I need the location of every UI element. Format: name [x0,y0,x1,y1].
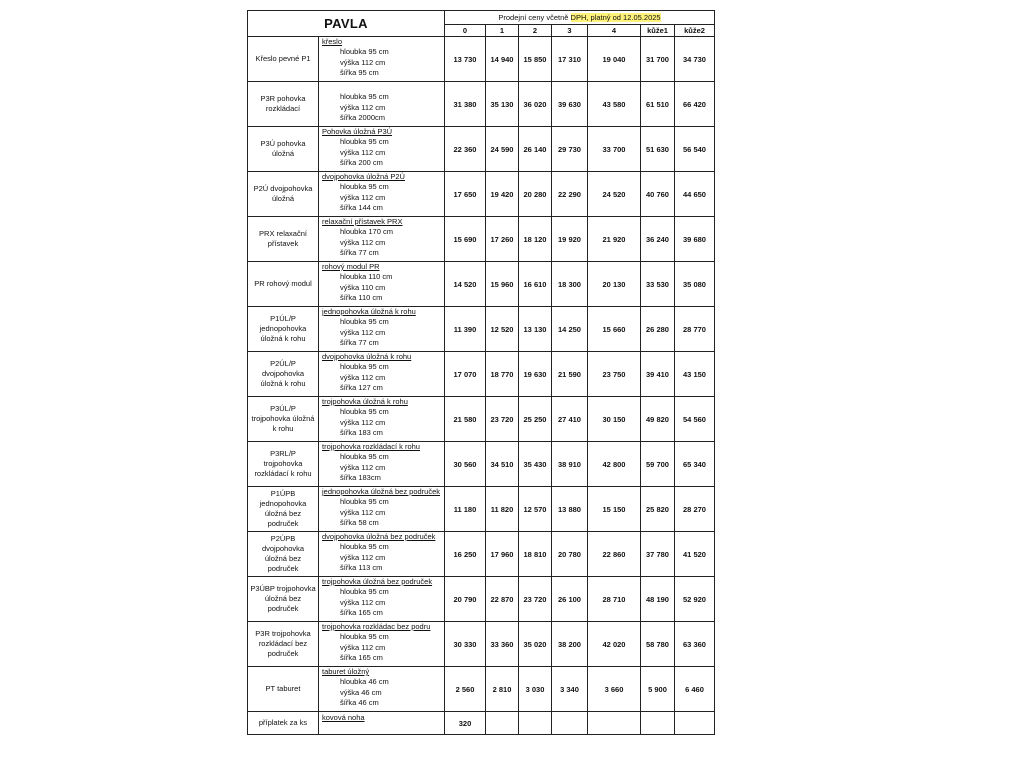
price-cell: 56 540 [675,127,715,172]
price-cell: 13 130 [519,307,552,352]
product-dimension: šířka 58 cm [340,518,379,527]
price-cell: 18 120 [519,217,552,262]
price-cell: 40 760 [641,172,675,217]
price-cell: 12 570 [519,487,552,532]
product-description [319,487,445,532]
product-description-title: relaxační přístavek PRX [322,217,403,226]
product-row [248,82,715,127]
price-header [445,11,715,25]
price-cell: 36 240 [641,217,675,262]
product-dimension: hloubka 110 cm [340,272,393,281]
product-dimension: hloubka 95 cm [340,92,389,101]
price-cell: 21 590 [552,352,588,397]
column-header: 4 [588,25,641,37]
price-cell: 21 920 [588,217,641,262]
product-dimension: výška 112 cm [340,192,386,202]
price-cell: 20 130 [588,262,641,307]
product-dimension: šířka 2000cm [340,113,386,122]
product-row [248,622,715,667]
product-description-title: dvojpohovka úložná bez područek [322,532,436,541]
product-description [319,262,445,307]
price-cell: 28 270 [675,487,715,532]
price-header-highlight: DPH, platný od 12.05.2025 [570,13,661,22]
product-description-title: jednopohovka úložná k rohu [322,307,416,316]
price-cell: 30 560 [445,442,486,487]
product-description [319,532,445,577]
product-dimension: šířka 113 cm [340,563,383,572]
product-description [319,622,445,667]
price-cell: 25 250 [519,397,552,442]
product-dimension: výška 112 cm [340,237,386,247]
column-header: 1 [486,25,519,37]
price-cell: 3 340 [552,667,588,712]
product-model: P3RL/P trojpohovka rozkládací k rohu [248,442,319,487]
product-dimension: hloubka 95 cm [340,137,389,146]
price-cell: 18 770 [486,352,519,397]
price-cell: 20 280 [519,172,552,217]
price-cell: 22 290 [552,172,588,217]
product-description [319,307,445,352]
price-cell: 5 900 [641,667,675,712]
product-dimension: výška 112 cm [340,147,386,157]
product-model: P3ÚBP trojpohovka úložná bez područek [248,577,319,622]
column-header: kůže2 [675,25,715,37]
product-description [319,82,445,127]
surcharge-description-title: kovová noha [322,713,365,722]
price-cell: 65 340 [675,442,715,487]
product-description-title: dvojpohovka úložná k rohu [322,352,412,361]
price-cell [675,712,715,735]
product-row [248,172,715,217]
product-dimension: výška 112 cm [340,57,386,67]
price-cell: 16 610 [519,262,552,307]
product-dimension: hloubka 170 cm [340,227,393,236]
product-model: P3R trojpohovka rozkládací bez područek [248,622,319,667]
price-cell: 63 360 [675,622,715,667]
price-cell: 25 820 [641,487,675,532]
price-cell: 28 770 [675,307,715,352]
product-row [248,397,715,442]
product-row [248,307,715,352]
price-cell: 66 420 [675,82,715,127]
product-description [319,667,445,712]
price-cell: 14 940 [486,37,519,82]
product-row [248,262,715,307]
price-cell: 15 660 [588,307,641,352]
price-cell: 26 140 [519,127,552,172]
product-dimension: hloubka 95 cm [340,587,389,596]
price-cell: 48 190 [641,577,675,622]
document-title: PAVLA [248,11,445,37]
price-cell: 23 750 [588,352,641,397]
price-cell: 39 680 [675,217,715,262]
price-cell: 12 520 [486,307,519,352]
price-cell: 3 660 [588,667,641,712]
price-cell: 21 580 [445,397,486,442]
product-model: P3R pohovka rozkládací [248,82,319,127]
price-cell: 320 [445,712,486,735]
product-dimension: hloubka 95 cm [340,47,389,56]
price-cell: 11 180 [445,487,486,532]
product-row [248,487,715,532]
price-cell: 27 410 [552,397,588,442]
price-cell: 39 630 [552,82,588,127]
price-cell: 23 720 [486,397,519,442]
product-row [248,532,715,577]
product-dimension: šířka 127 cm [340,383,383,392]
price-cell: 24 590 [486,127,519,172]
product-dimension: šířka 144 cm [340,203,383,212]
price-cell: 17 960 [486,532,519,577]
price-cell: 20 790 [445,577,486,622]
product-description [319,217,445,262]
price-cell: 11 390 [445,307,486,352]
product-dimension: výška 110 cm [340,282,386,292]
price-cell [641,712,675,735]
price-cell: 35 020 [519,622,552,667]
price-cell: 17 310 [552,37,588,82]
product-dimension: hloubka 95 cm [340,182,389,191]
price-cell: 35 130 [486,82,519,127]
product-description-title: jednopohovka úložná bez područek [322,487,441,496]
price-cell: 38 910 [552,442,588,487]
price-cell: 22 860 [588,532,641,577]
price-cell: 44 650 [675,172,715,217]
column-header: 0 [445,25,486,37]
price-cell: 52 920 [675,577,715,622]
product-dimension: výška 46 cm [340,687,382,697]
price-cell: 28 710 [588,577,641,622]
product-description-title [319,82,444,92]
column-header: 2 [519,25,552,37]
product-model: P2ÚPB dvojpohovka úložná bez područek [248,532,319,577]
product-dimension: hloubka 95 cm [340,497,389,506]
price-cell: 15 850 [519,37,552,82]
price-cell: 31 380 [445,82,486,127]
product-dimension: výška 112 cm [340,327,386,337]
price-table [247,10,715,735]
price-cell: 15 150 [588,487,641,532]
product-model: PR rohový modul [248,262,319,307]
product-dimension: šířka 110 cm [340,293,383,302]
price-header-prefix: Prodejní ceny včetně [498,13,571,22]
product-row [248,667,715,712]
price-cell: 17 260 [486,217,519,262]
product-dimension: hloubka 95 cm [340,632,389,641]
product-dimension: hloubka 95 cm [340,362,389,371]
product-dimension: hloubka 46 cm [340,677,389,686]
product-description-title: trojpohovka úložná k rohu [322,397,408,406]
price-cell: 39 410 [641,352,675,397]
price-cell: 58 780 [641,622,675,667]
product-dimension: šířka 165 cm [340,653,383,662]
price-rows [248,37,715,712]
product-model: PT taburet [248,667,319,712]
product-dimension: šířka 200 cm [340,158,383,167]
product-description-title: křeslo [322,37,343,46]
product-dimension: výška 112 cm [340,462,386,472]
product-description-title: trojpohovka rozkládac bez podru [322,622,431,631]
product-description-title: Pohovka úložná P3Ú [322,127,393,136]
price-cell: 19 920 [552,217,588,262]
price-cell: 38 200 [552,622,588,667]
product-description-title: taburet úložný [322,667,370,676]
product-dimension: výška 112 cm [340,102,386,112]
price-cell: 42 800 [588,442,641,487]
product-model: P2ÚL/P dvojpohovka úložná k rohu [248,352,319,397]
product-description [319,397,445,442]
price-cell: 51 630 [641,127,675,172]
product-description [319,127,445,172]
product-description [319,37,445,82]
price-cell: 17 070 [445,352,486,397]
price-cell: 14 520 [445,262,486,307]
price-cell: 49 820 [641,397,675,442]
product-model: Křeslo pevné P1 [248,37,319,82]
product-dimension: šířka 183 cm [340,428,383,437]
product-description [319,442,445,487]
price-cell: 23 720 [519,577,552,622]
product-dimension: šířka 77 cm [340,338,379,347]
price-cell: 6 460 [675,667,715,712]
product-dimension: hloubka 95 cm [340,407,389,416]
price-cell: 61 510 [641,82,675,127]
price-cell: 34 510 [486,442,519,487]
price-cell: 2 810 [486,667,519,712]
product-dimension: hloubka 95 cm [340,542,389,551]
price-cell: 15 960 [486,262,519,307]
price-cell: 3 030 [519,667,552,712]
product-model: P2Ú dvojpohovka úložná [248,172,319,217]
price-cell: 33 700 [588,127,641,172]
price-cell: 35 430 [519,442,552,487]
product-description-title: rohový modul PR [322,262,380,271]
price-cell: 31 700 [641,37,675,82]
price-cell: 22 360 [445,127,486,172]
price-cell: 34 730 [675,37,715,82]
price-cell: 16 250 [445,532,486,577]
product-description-title: dvojpohovka úložná P2Ú [322,172,405,181]
column-header: 3 [552,25,588,37]
price-cell: 30 150 [588,397,641,442]
product-dimension: výška 112 cm [340,417,386,427]
price-cell [519,712,552,735]
price-cell: 11 820 [486,487,519,532]
price-cell: 13 880 [552,487,588,532]
price-cell: 24 520 [588,172,641,217]
product-model: P3Ú pohovka úložná [248,127,319,172]
product-dimension: šířka 46 cm [340,698,379,707]
price-cell: 15 690 [445,217,486,262]
column-header: kůže1 [641,25,675,37]
product-row [248,37,715,82]
price-cell: 54 560 [675,397,715,442]
product-description-title: trojpohovka rozkládací k rohu [322,442,420,451]
product-dimension: výška 112 cm [340,642,386,652]
price-cell: 18 810 [519,532,552,577]
product-dimension: výška 112 cm [340,597,386,607]
product-model: P3ÚL/P trojpohovka úložná k rohu [248,397,319,442]
product-dimension: šířka 165 cm [340,608,383,617]
product-dimension: šířka 183cm [340,473,381,482]
price-cell: 43 150 [675,352,715,397]
price-list-sheet [247,10,715,735]
surcharge-label: příplatek za ks [248,712,319,735]
product-model: PRX relaxační přístavek [248,217,319,262]
product-row [248,577,715,622]
product-row [248,217,715,262]
price-cell: 19 420 [486,172,519,217]
product-dimension: výška 112 cm [340,507,386,517]
price-cell: 33 530 [641,262,675,307]
product-description [319,172,445,217]
product-dimension: výška 112 cm [340,552,386,562]
price-cell: 22 870 [486,577,519,622]
price-cell [588,712,641,735]
price-cell: 13 730 [445,37,486,82]
price-cell: 33 360 [486,622,519,667]
surcharge-description [319,712,445,735]
price-cell: 42 020 [588,622,641,667]
price-cell: 26 100 [552,577,588,622]
price-cell: 14 250 [552,307,588,352]
product-dimension: hloubka 95 cm [340,452,389,461]
product-description [319,577,445,622]
product-row [248,442,715,487]
price-cell: 18 300 [552,262,588,307]
product-dimension: hloubka 95 cm [340,317,389,326]
product-row [248,127,715,172]
price-cell: 19 040 [588,37,641,82]
price-cell [486,712,519,735]
product-dimension: šířka 77 cm [340,248,379,257]
price-cell [552,712,588,735]
price-cell: 17 650 [445,172,486,217]
product-model: P1ÚPB jednopohovka úložná bez područek [248,487,319,532]
product-description-title: trojpohovka úložná bez područek [322,577,433,586]
price-cell: 29 730 [552,127,588,172]
price-cell: 30 330 [445,622,486,667]
price-cell: 59 700 [641,442,675,487]
product-description [319,352,445,397]
price-cell: 19 630 [519,352,552,397]
surcharge-row [248,712,715,735]
price-cell: 43 580 [588,82,641,127]
price-cell: 37 780 [641,532,675,577]
price-cell: 2 560 [445,667,486,712]
product-dimension: výška 112 cm [340,372,386,382]
product-dimension: šířka 95 cm [340,68,379,77]
price-cell: 41 520 [675,532,715,577]
price-cell: 26 280 [641,307,675,352]
price-cell: 20 780 [552,532,588,577]
product-model: P1ÚL/P jednopohovka úložná k rohu [248,307,319,352]
price-cell: 35 080 [675,262,715,307]
price-cell: 36 020 [519,82,552,127]
product-row [248,352,715,397]
